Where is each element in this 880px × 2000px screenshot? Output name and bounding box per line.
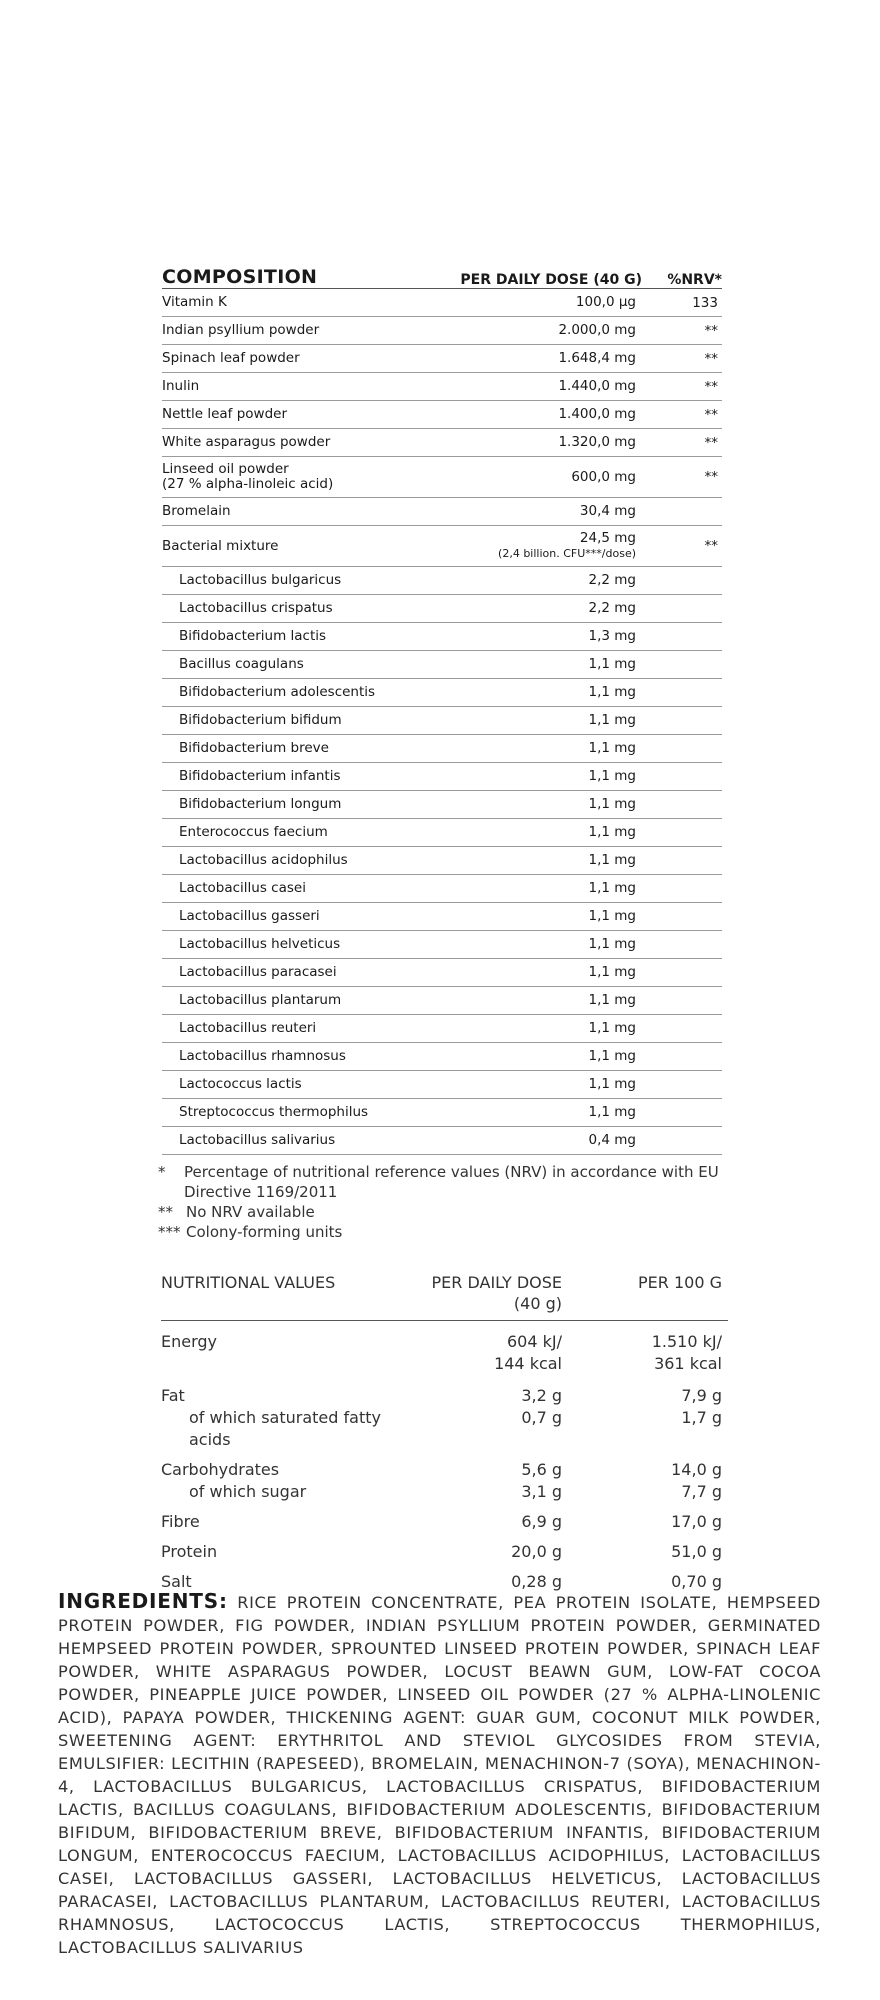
ingredient-name: Indian psyllium powder bbox=[162, 322, 320, 338]
table-row bbox=[161, 1331, 728, 1375]
footnote: ** No NRV available bbox=[158, 1203, 315, 1221]
table-row bbox=[162, 931, 722, 959]
table-row bbox=[162, 1099, 722, 1127]
nutrient-per100: 0,70 g bbox=[671, 1572, 722, 1591]
ingredient-amount: 1.440,0 mg bbox=[558, 378, 636, 394]
ingredient-amount: 1.320,0 mg bbox=[558, 434, 636, 450]
nutrient-per100: 7,9 g bbox=[681, 1386, 722, 1405]
ingredient-name: Lactobacillus rhamnosus bbox=[179, 1048, 346, 1064]
nutrient-dose: 3,1 g bbox=[521, 1482, 562, 1501]
ingredient-name: Lactobacillus plantarum bbox=[179, 992, 342, 1008]
ingredient-amount: 1,1 mg bbox=[588, 656, 636, 672]
table-row bbox=[162, 679, 722, 707]
nutrient-dose: 0,7 g bbox=[521, 1408, 562, 1427]
ingredient-amount: 1.400,0 mg bbox=[558, 406, 636, 422]
table-row bbox=[162, 1015, 722, 1043]
nutrient-per100: 1,7 g bbox=[681, 1408, 722, 1427]
cfu-note: (2,4 billion. CFU***/dose) bbox=[498, 547, 636, 560]
nutrient-name: Energy bbox=[161, 1332, 218, 1351]
ingredient-nrv: ** bbox=[704, 350, 718, 367]
table-row bbox=[162, 429, 722, 457]
dose-column-header: PER DAILY DOSE (40 g) bbox=[431, 1273, 562, 1313]
footnote: * Percentage of nutritional reference values (NRV) in accordance with EU Directive 1169/2011 bbox=[158, 1163, 719, 1201]
ingredient-name: Streptococcus thermophilus bbox=[179, 1104, 369, 1120]
ingredients-label: INGREDIENTS: bbox=[58, 1589, 228, 1613]
nutrient-name: Fibre bbox=[161, 1512, 200, 1531]
nutrient-per100: 1.510 kJ/ 361 kcal bbox=[651, 1332, 722, 1373]
table-row bbox=[162, 289, 722, 317]
footnotes bbox=[158, 1162, 728, 1242]
ingredient-name: White asparagus powder bbox=[162, 434, 331, 450]
ingredient-nrv: ** bbox=[704, 538, 718, 554]
ingredient-name: Lactobacillus paracasei bbox=[179, 964, 337, 980]
table-row bbox=[162, 987, 722, 1015]
table-row bbox=[162, 819, 722, 847]
ingredient-amount: 1,1 mg bbox=[588, 1020, 636, 1036]
ingredient-name: Nettle leaf powder bbox=[162, 406, 288, 422]
table-row bbox=[162, 317, 722, 345]
table-row bbox=[162, 373, 722, 401]
ingredient-nrv: ** bbox=[704, 434, 718, 451]
table-row bbox=[162, 791, 722, 819]
nutrient-dose: 604 kJ/ 144 kcal bbox=[494, 1332, 562, 1373]
nutrient-name: Fat bbox=[161, 1386, 185, 1405]
table-row bbox=[162, 401, 722, 429]
table-row bbox=[161, 1407, 728, 1451]
ingredient-amount: 24,5 mg (2,4 billion. CFU***/dose) bbox=[396, 531, 638, 561]
ingredient-name: Linseed oil powder (27 % alpha-linoleic acid) bbox=[162, 461, 334, 492]
table-row bbox=[161, 1481, 728, 1503]
nutrition-title: NUTRITIONAL VALUES bbox=[161, 1273, 336, 1292]
nutrient-per100: 14,0 g bbox=[671, 1460, 722, 1479]
table-row bbox=[162, 1071, 722, 1099]
table-row bbox=[162, 735, 722, 763]
table-row bbox=[162, 903, 722, 931]
nutrient-dose: 20,0 g bbox=[511, 1542, 562, 1561]
nutrient-dose: 0,28 g bbox=[511, 1572, 562, 1591]
ingredient-amount: 1,1 mg bbox=[588, 908, 636, 924]
footnote: *** Colony-forming units bbox=[158, 1223, 343, 1241]
nutrient-name: Carbohydrates bbox=[161, 1460, 280, 1479]
table-row bbox=[162, 707, 722, 735]
ingredient-name: Inulin bbox=[162, 378, 200, 394]
table-row bbox=[162, 847, 722, 875]
ingredient-name: Bifidobacterium breve bbox=[179, 740, 329, 756]
table-row bbox=[162, 651, 722, 679]
ingredient-name: Vitamin K bbox=[162, 294, 227, 310]
dose-column-header: PER DAILY DOSE (40 G) bbox=[460, 272, 642, 288]
table-row bbox=[162, 498, 722, 526]
composition-table bbox=[162, 262, 722, 1155]
ingredient-amount: 2,2 mg bbox=[588, 600, 636, 616]
ingredient-amount: 100,0 µg bbox=[575, 294, 636, 310]
ingredient-amount: 30,4 mg bbox=[579, 503, 636, 519]
table-row bbox=[161, 1541, 728, 1563]
ingredient-name: Lactobacillus bulgaricus bbox=[179, 572, 342, 588]
table-row bbox=[162, 959, 722, 987]
ingredient-amount: 1,1 mg bbox=[588, 1104, 636, 1120]
table-row bbox=[162, 623, 722, 651]
table-row bbox=[161, 1385, 728, 1407]
ingredient-nrv: 133 bbox=[692, 294, 718, 311]
composition-header bbox=[162, 262, 722, 289]
ingredient-amount: 1,1 mg bbox=[588, 684, 636, 700]
ingredient-name: Bacillus coagulans bbox=[179, 656, 304, 672]
ingredient-amount: 2.000,0 mg bbox=[558, 322, 636, 338]
ingredient-name: Spinach leaf powder bbox=[162, 350, 300, 366]
ingredient-amount: 1,1 mg bbox=[588, 964, 636, 980]
ingredient-name: Bifidobacterium longum bbox=[179, 796, 342, 812]
ingredient-name: Bifidobacterium bifidum bbox=[179, 712, 342, 728]
ingredient-nrv: ** bbox=[704, 378, 718, 395]
ingredient-nrv: ** bbox=[704, 406, 718, 423]
nutrient-name: Protein bbox=[161, 1542, 218, 1561]
ingredient-name: Bromelain bbox=[162, 503, 231, 519]
nutrition-table bbox=[161, 1272, 728, 1593]
table-row bbox=[162, 595, 722, 623]
ingredient-amount: 1,1 mg bbox=[588, 880, 636, 896]
table-row bbox=[161, 1459, 728, 1481]
nutrient-per100: 51,0 g bbox=[671, 1542, 722, 1561]
composition-main-rows bbox=[162, 289, 722, 457]
ingredient-amount: 600,0 mg bbox=[571, 468, 636, 485]
ingredient-name: Lactobacillus acidophilus bbox=[179, 852, 348, 868]
ingredient-amount: 1,1 mg bbox=[588, 992, 636, 1008]
nutrient-name: of which saturated fatty acids bbox=[189, 1408, 381, 1449]
ingredient-name: Lactobacillus helveticus bbox=[179, 936, 341, 952]
ingredient-name: Bifidobacterium infantis bbox=[179, 768, 341, 784]
ingredient-amount: 1,1 mg bbox=[588, 740, 636, 756]
ingredient-name: Lactobacillus crispatus bbox=[179, 600, 333, 616]
nrv-column-header: %NRV* bbox=[667, 272, 722, 288]
ingredient-amount: 1,1 mg bbox=[588, 768, 636, 784]
ingredient-name: Lactococcus lactis bbox=[179, 1076, 302, 1092]
ingredient-amount: 0,4 mg bbox=[588, 1132, 636, 1148]
nutrient-name: of which sugar bbox=[189, 1482, 307, 1501]
ingredient-nrv: ** bbox=[704, 322, 718, 339]
ingredient-amount: 1,1 mg bbox=[588, 712, 636, 728]
ingredient-amount: 1,1 mg bbox=[588, 1048, 636, 1064]
ingredients-text: RICE PROTEIN CONCENTRATE, PEA PROTEIN ISOLATE, HEMPSEED PROTEIN POWDER, FIG POWDER, INDIAN PSYLLIUM PROTEIN POWDER, GERMINATED HEMPSEED PROTEIN POWDER, SPROUNTED LINSEED PROTEIN POWDER, SPINACH LEAF POWDER, WHITE ASPARAGUS POWDER, LOCUST BEAWN GUM, LOW-FAT COCOA POWDER, PINEAPPLE JUICE POWDER, LINSEED OIL POWDER (27 % ALPHA-LINOLENIC ACID), PAPAYA POWDER, THICKENING AGENT: GUAR GUM, COCONUT MILK POWDER, SWEETENING AGENT: ERYTHRITOL AND STEVIOL GLYCOSIDES FROM STEVIA, EMULSIFIER: LECITHIN (RAPESEED), BROMELAIN, MENACHINON-7 (SOYA), MENACHINON-4, LACTOBACILLUS BULGARICUS, LACTOBACILLUS CRISPATUS, BIFIDOBACTERIUM LACTIS, BACILLUS COAGULANS, BIFIDOBACTERIUM ADOLESCENTIS, BIFIDOBACTERIUM BIFIDUM, BIFIDOBACTERIUM BREVE, BIFIDOBACTERIUM INFANTIS, BIFIDOBACTERIUM LONGUM, ENTEROCOCCUS FAECIUM, LACTOBACILLUS ACIDOPHILUS, LACTOBACILLUS CASEI, LACTOBACILLUS GASSERI, LACTOBACILLUS HELVETICUS, LACTOBACILLUS PARACASEI, LACTOBACILLUS PLANTARUM, LACTOBACILLUS REUTERI, LACTOBACILLUS RHAMNOSUS, LACTOCOCCUS LACTIS, STREPTOCOCCUS THERMOPHILUS, LACTOBACILLUS SALIVARIUS bbox=[58, 1593, 821, 1957]
nutrient-dose: 3,2 g bbox=[521, 1386, 562, 1405]
strain-rows bbox=[162, 567, 722, 1155]
table-row bbox=[162, 457, 722, 498]
ingredient-name: Bifidobacterium adolescentis bbox=[179, 684, 376, 700]
ingredients-paragraph bbox=[58, 1590, 821, 1959]
ingredient-name: Bacterial mixture bbox=[162, 537, 279, 554]
ingredient-name: Bifidobacterium lactis bbox=[179, 628, 327, 644]
nutrient-dose: 5,6 g bbox=[521, 1460, 562, 1479]
table-row bbox=[162, 1127, 722, 1155]
ingredient-amount: 1,1 mg bbox=[588, 852, 636, 868]
ingredient-nrv: ** bbox=[704, 469, 718, 485]
nutrient-dose: 6,9 g bbox=[521, 1512, 562, 1531]
table-row bbox=[162, 1043, 722, 1071]
ingredient-name: Lactobacillus salivarius bbox=[179, 1132, 336, 1148]
ingredient-amount: 1,1 mg bbox=[588, 824, 636, 840]
table-row bbox=[162, 763, 722, 791]
table-row bbox=[161, 1511, 728, 1533]
nutrition-header bbox=[161, 1272, 728, 1321]
ingredient-name: Enterococcus faecium bbox=[179, 824, 328, 840]
ingredient-amount: 1.648,4 mg bbox=[558, 350, 636, 366]
per100-column-header: PER 100 G bbox=[638, 1273, 722, 1292]
table-row bbox=[162, 345, 722, 373]
ingredient-amount: 1,1 mg bbox=[588, 936, 636, 952]
nutrient-per100: 17,0 g bbox=[671, 1512, 722, 1531]
table-row bbox=[162, 567, 722, 595]
ingredient-amount: 1,1 mg bbox=[588, 796, 636, 812]
table-row bbox=[162, 526, 722, 567]
nutrient-per100: 7,7 g bbox=[681, 1482, 722, 1501]
composition-title: COMPOSITION bbox=[162, 266, 318, 288]
ingredient-name: Lactobacillus casei bbox=[179, 880, 306, 896]
table-row bbox=[162, 875, 722, 903]
ingredient-amount: 2,2 mg bbox=[588, 572, 636, 588]
ingredient-amount: 1,1 mg bbox=[588, 1076, 636, 1092]
ingredient-name: Lactobacillus gasseri bbox=[179, 908, 320, 924]
ingredient-amount: 1,3 mg bbox=[588, 628, 636, 644]
ingredient-name: Lactobacillus reuteri bbox=[179, 1020, 317, 1036]
nutrient-name: Salt bbox=[161, 1572, 192, 1591]
